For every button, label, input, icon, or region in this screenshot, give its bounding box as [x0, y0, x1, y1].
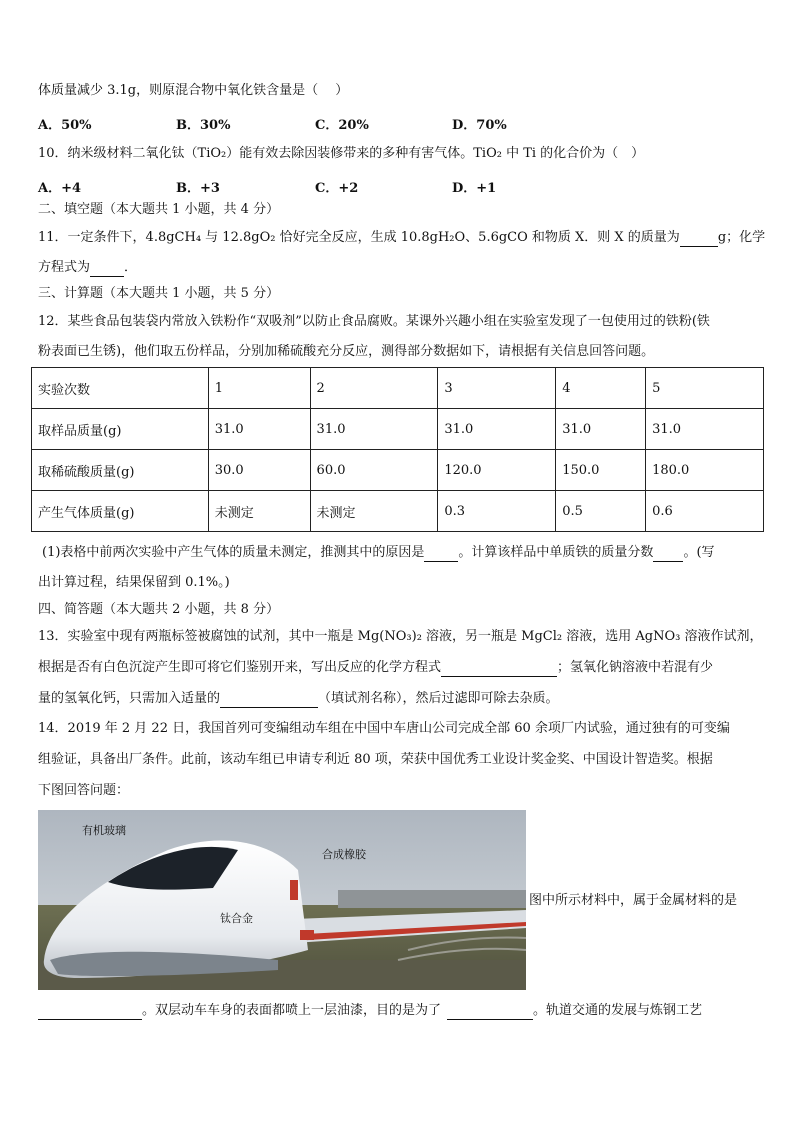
experiment-data-table: [31, 367, 764, 532]
table-cell: 31.0: [310, 409, 438, 450]
table-cell: 产生气体质量(g): [32, 491, 209, 532]
q11-text-b: g；化学: [717, 230, 766, 245]
table-cell: 2: [310, 368, 438, 409]
table-cell: 未测定: [310, 491, 438, 532]
table-row: [32, 368, 764, 409]
q9-options: [38, 114, 758, 132]
table-cell: 未测定: [208, 491, 310, 532]
q13-blank-reagent[interactable]: [220, 693, 318, 708]
q14-line-4: [38, 1002, 758, 1020]
section-4-heading: 四、简答题（本大题共 2 小题，共 8 分）: [38, 602, 280, 617]
q12-sub1-line-2: 出计算过程，结果保留到 0.1%。): [38, 575, 230, 590]
section-3-heading: 三、计算题（本大题共 1 小题，共 5 分）: [38, 286, 280, 301]
q11-blank-equation[interactable]: [90, 262, 124, 277]
q12-sub1-line-1: [42, 544, 758, 562]
label-synthetic-rubber: 合成橡胶: [322, 848, 366, 861]
label-organic-glass: 有机玻璃: [82, 824, 126, 837]
table-cell: 实验次数: [32, 368, 209, 409]
q10-option-b[interactable]: B．+3: [176, 181, 220, 196]
table-row: [32, 491, 764, 532]
table-cell: 31.0: [438, 409, 556, 450]
table-cell: 31.0: [208, 409, 310, 450]
q13-text-d: （填试剂名称），然后过滤即可除去杂质。: [318, 691, 559, 706]
q12-blank-fraction[interactable]: [653, 547, 683, 562]
q9-tail-text: 体质量减少 3.1g，则原混合物中氧化铁含量是（ ）: [38, 83, 349, 98]
q14-line-2: 组验证，具备出厂条件。此前，该动车组已申请专利近 80 项，荣获中国优秀工业设计奖金奖、中国设计智造奖。根据: [38, 752, 713, 767]
q10-option-a[interactable]: A．+4: [38, 181, 82, 196]
q11-text-d: ．: [124, 260, 138, 275]
label-titanium-alloy: 钛合金: [220, 912, 253, 925]
table-cell: 0.5: [556, 491, 646, 532]
q12-sub1-text-a: (1)表格中前两次实验中产生气体的质量未测定，推测其中的原因是: [42, 545, 425, 560]
table-cell: 1: [208, 368, 310, 409]
table-row: [32, 450, 764, 491]
q9-option-a[interactable]: A．50%: [38, 118, 92, 133]
table-cell: 30.0: [208, 450, 310, 491]
q11-text-a: 11．一定条件下，4.8gCH₄ 与 12.8gO₂ 恰好完全反应，生成 10.8gH₂O、5.6gCO 和物质 X．则 X 的质量为: [38, 230, 680, 245]
table-cell: 31.0: [646, 409, 764, 450]
table-cell: 5: [646, 368, 764, 409]
q13-line-3: [38, 690, 758, 708]
q13-text-a: 根据是否有白色沉淀产生即可将它们鉴别开来，写出反应的化学方程式: [38, 660, 442, 675]
q11-line-2: [38, 259, 758, 277]
q11-blank-mass[interactable]: [680, 232, 718, 247]
table-cell: 0.6: [646, 491, 764, 532]
section-2-heading: 二、填空题（本大题共 1 小题，共 4 分）: [38, 202, 280, 217]
q9-option-c[interactable]: C．20%: [315, 118, 369, 133]
table-cell: 180.0: [646, 450, 764, 491]
q12-sub1-text-b: 。计算该样品中单质铁的质量分数: [458, 545, 654, 560]
table-cell: 60.0: [310, 450, 438, 491]
table-cell: 150.0: [556, 450, 646, 491]
q14-blank-purpose[interactable]: [447, 1005, 533, 1020]
table-cell: 31.0: [556, 409, 646, 450]
q13-line-1: 13．实验室中现有两瓶标签被腐蚀的试剂，其中一瓶是 Mg(NO₃)₂ 溶液，另一瓶是 MgCl₂ 溶液，选用 AgNO₃ 溶液作试剂，: [38, 629, 763, 644]
q9-option-b[interactable]: B．30%: [176, 118, 231, 133]
q10-options: [38, 177, 758, 195]
q12-blank-reason[interactable]: [424, 547, 458, 562]
q13-text-b: ；氢氧化钠溶液中若混有少: [557, 660, 714, 675]
table-cell: 取样品质量(g): [32, 409, 209, 450]
q14-line-1: 14．2019 年 2 月 22 日，我国首列可变编组动车组在中国中车唐山公司完成全部 60 余项厂内试验，通过独有的可变编: [38, 721, 730, 736]
q13-text-c: 量的氢氧化钙，只需加入适量的: [38, 691, 221, 706]
q14-text-b: 。轨道交通的发展与炼钢工艺: [533, 1003, 703, 1018]
table-cell: 取稀硫酸质量(g): [32, 450, 209, 491]
q12-line-1: 12．某些食品包装袋内常放入铁粉作“双吸剂”以防止食品腐败。某课外兴趣小组在实验室发现了一包使用过的铁粉(铁: [38, 314, 710, 329]
q13-blank-equation[interactable]: [441, 662, 557, 677]
q9-option-d[interactable]: D．70%: [452, 118, 507, 133]
q14-text-a: 。双层动车车身的表面都喷上一层油漆，目的是为了: [142, 1003, 442, 1018]
table-row: [32, 409, 764, 450]
q12-line-2: 粉表面已生锈)，他们取五份样品，分别加稀硫酸充分反应，测得部分数据如下，请根据有关信息回答问题。: [38, 344, 655, 359]
q11-line-1: [38, 229, 766, 247]
table-cell: 4: [556, 368, 646, 409]
q10-text: 10．纳米级材料二氧化钛（TiO₂）能有效去除因装修带来的多种有害气体。TiO₂ 中 Ti 的化合价为（ ）: [38, 146, 645, 161]
q13-line-2: [38, 659, 758, 677]
q10-option-d[interactable]: D．+1: [452, 181, 497, 196]
train-photo: [38, 810, 526, 990]
table-cell: 120.0: [438, 450, 556, 491]
q14-side-text: 图中所示材料中，属于金属材料的是: [529, 893, 738, 908]
q12-sub1-text-c: 。(写: [683, 545, 715, 560]
q10-option-c[interactable]: C．+2: [315, 181, 359, 196]
table-cell: 3: [438, 368, 556, 409]
table-cell: 0.3: [438, 491, 556, 532]
q11-text-c: 方程式为: [38, 260, 91, 275]
q14-blank-metal[interactable]: [38, 1005, 142, 1020]
q14-line-3: 下图回答问题：: [38, 783, 130, 798]
